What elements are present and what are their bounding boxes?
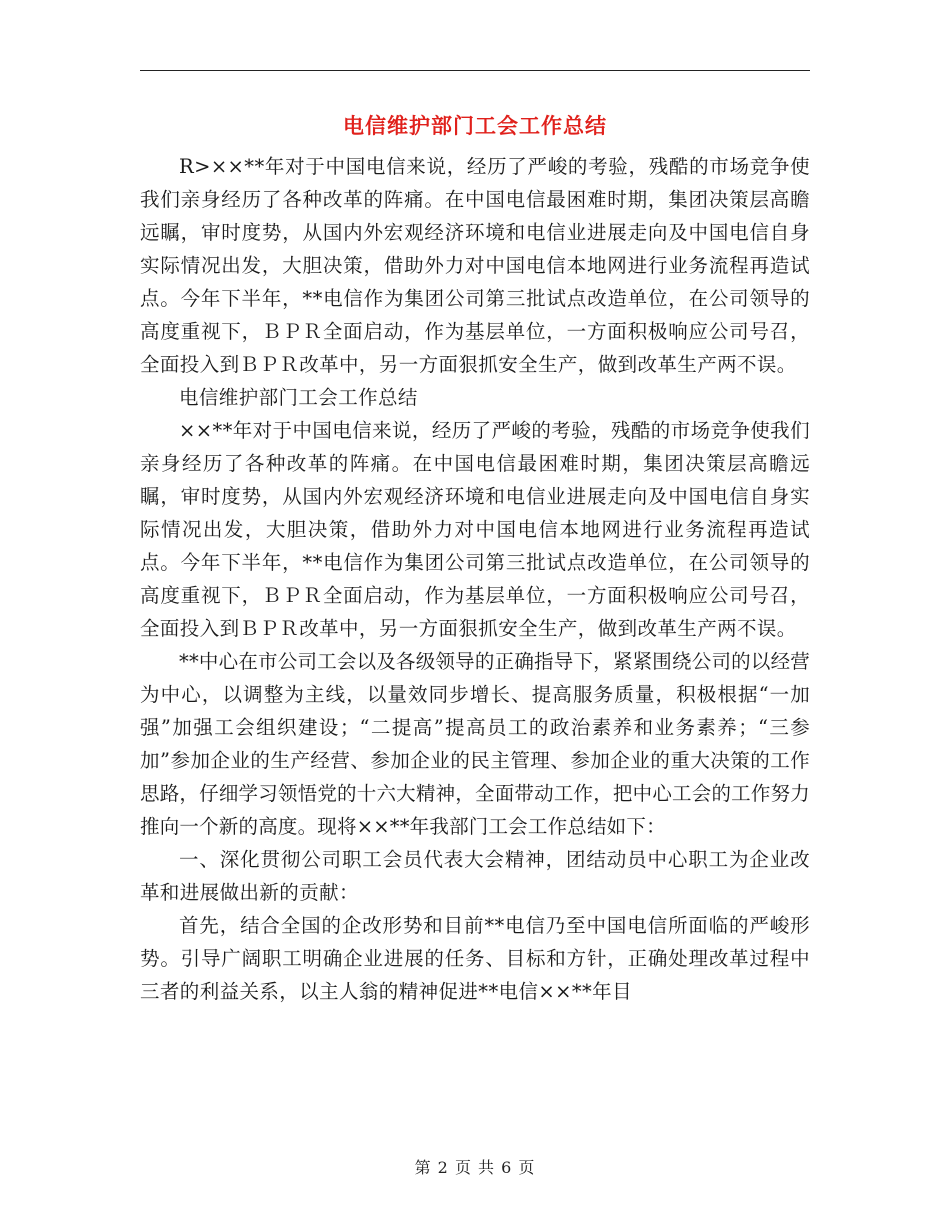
document-body (140, 150, 810, 1008)
paragraph-section-one-heading: 一、深化贯彻公司职工会员代表大会精神，团结动员中心职工为企业改革和进展做出新的贡献： (140, 848, 810, 904)
document-title: 电信维护部门工会工作总结 (343, 114, 607, 138)
page-footer: 第 2 页 共 6 页 (414, 1158, 536, 1177)
paragraph-repeat-intro: ××**年对于中国电信来说，经历了严峻的考验，残酷的市场竞争使我们亲身经历了各种改革的阵痛。在中国电信最困难时期，集团决策层高瞻远瞩，审时度势，从国内外宏观经济环境和电信业进展走向及中国电信自身实际情况出发，大胆决策，借助外力对中国电信本地网进行业务流程再造试点。今年下半年，**电信作为集团公司第三批试点改造单位，在公司领导的高度重视下，ＢＰＲ全面启动，作为基层单位，一方面积极响应公司号召，全面投入到ＢＰＲ改革中，另一方面狠抓安全生产，做到改革生产两不误。 (140, 419, 810, 640)
paragraph-first-point: 首先，结合全国的企改形势和目前**电信乃至中国电信所面临的严峻形势。引导广阔职工明确企业进展的任务、目标和方针，正确处理改革过程中三者的利益关系，以主人翁的精神促进**电信××**年目 (140, 914, 810, 1003)
paragraph-intro: R>××**年对于中国电信来说，经历了严峻的考验，残酷的市场竞争使我们亲身经历了各种改革的阵痛。在中国电信最困难时期，集团决策层高瞻远瞩，审时度势，从国内外宏观经济环境和电信业进展走向及中国电信自身实际情况出发，大胆决策，借助外力对中国电信本地网进行业务流程再造试点。今年下半年，**电信作为集团公司第三批试点改造单位，在公司领导的高度重视下，ＢＰＲ全面启动，作为基层单位，一方面积极响应公司号召，全面投入到ＢＰＲ改革中，另一方面狠抓安全生产，做到改革生产两不误。 (140, 155, 810, 376)
paragraph-center-work: **中心在市公司工会以及各级领导的正确指导下，紧紧围绕公司的以经营为中心，以调整为主线，以量效同步增长、提高服务质量，积极根据“一加强”加强工会组织建设；“二提高”提高员工的政治素养和业务素养；“三参加”参加企业的生产经营、参加企业的民主管理、参加企业的重大决策的工作思路，仔细学习领悟党的十六大精神，全面带动工作，把中心工会的工作努力推向一个新的高度。现将××**年我部门工会工作总结如下： (140, 650, 810, 838)
header-rule (140, 70, 810, 71)
paragraph-subtitle: 电信维护部门工会工作总结 (179, 386, 418, 409)
